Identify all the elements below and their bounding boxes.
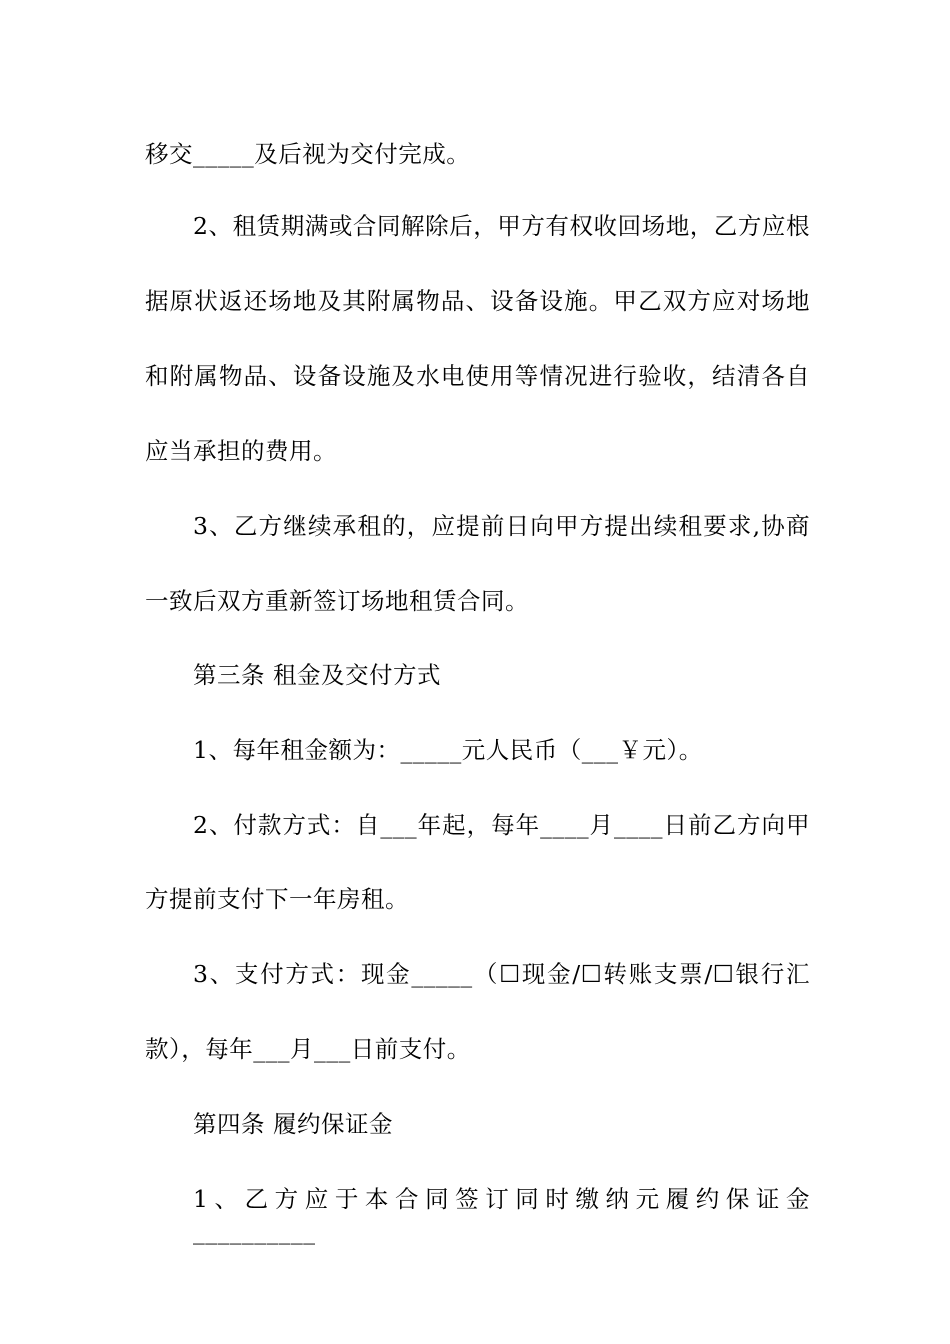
paragraph-line: 3、支付方式：现金_____（☐现金/☐转账支票/☐银行汇 (193, 960, 810, 988)
paragraph-line: 移交_____及后视为交付完成。 (145, 140, 471, 168)
paragraph-line: 2、付款方式：自___年起，每年____月____日前乙方向甲 (193, 811, 810, 839)
paragraph-line: 据原状返还场地及其附属物品、设备设施。甲乙双方应对场地 (145, 287, 810, 315)
paragraph-line: 款），每年___月___日前支付。 (145, 1035, 471, 1063)
paragraph-line: 一致后双方重新签订场地租赁合同。 (145, 587, 529, 615)
section-heading: 第四条 履约保证金 (193, 1110, 393, 1138)
paragraph-line: 3、乙方继续承租的，应提前日向甲方提出续租要求,协商 (193, 512, 810, 540)
paragraph-line: 应当承担的费用。 (145, 437, 337, 465)
paragraph-line: 2、租赁期满或合同解除后，甲方有权收回场地，乙方应根 (193, 212, 810, 240)
paragraph-line: 方提前支付下一年房租。 (145, 885, 409, 913)
paragraph-line: 1、乙方应于本合同签订同时缴纳元履约保证金__________ (193, 1185, 810, 1245)
section-heading: 第三条 租金及交付方式 (193, 661, 441, 689)
paragraph-line: 1、每年租金额为：_____元人民币（___￥元）。 (193, 736, 703, 764)
paragraph-line: 和附属物品、设备设施及水电使用等情况进行验收，结清各自 (145, 362, 810, 390)
